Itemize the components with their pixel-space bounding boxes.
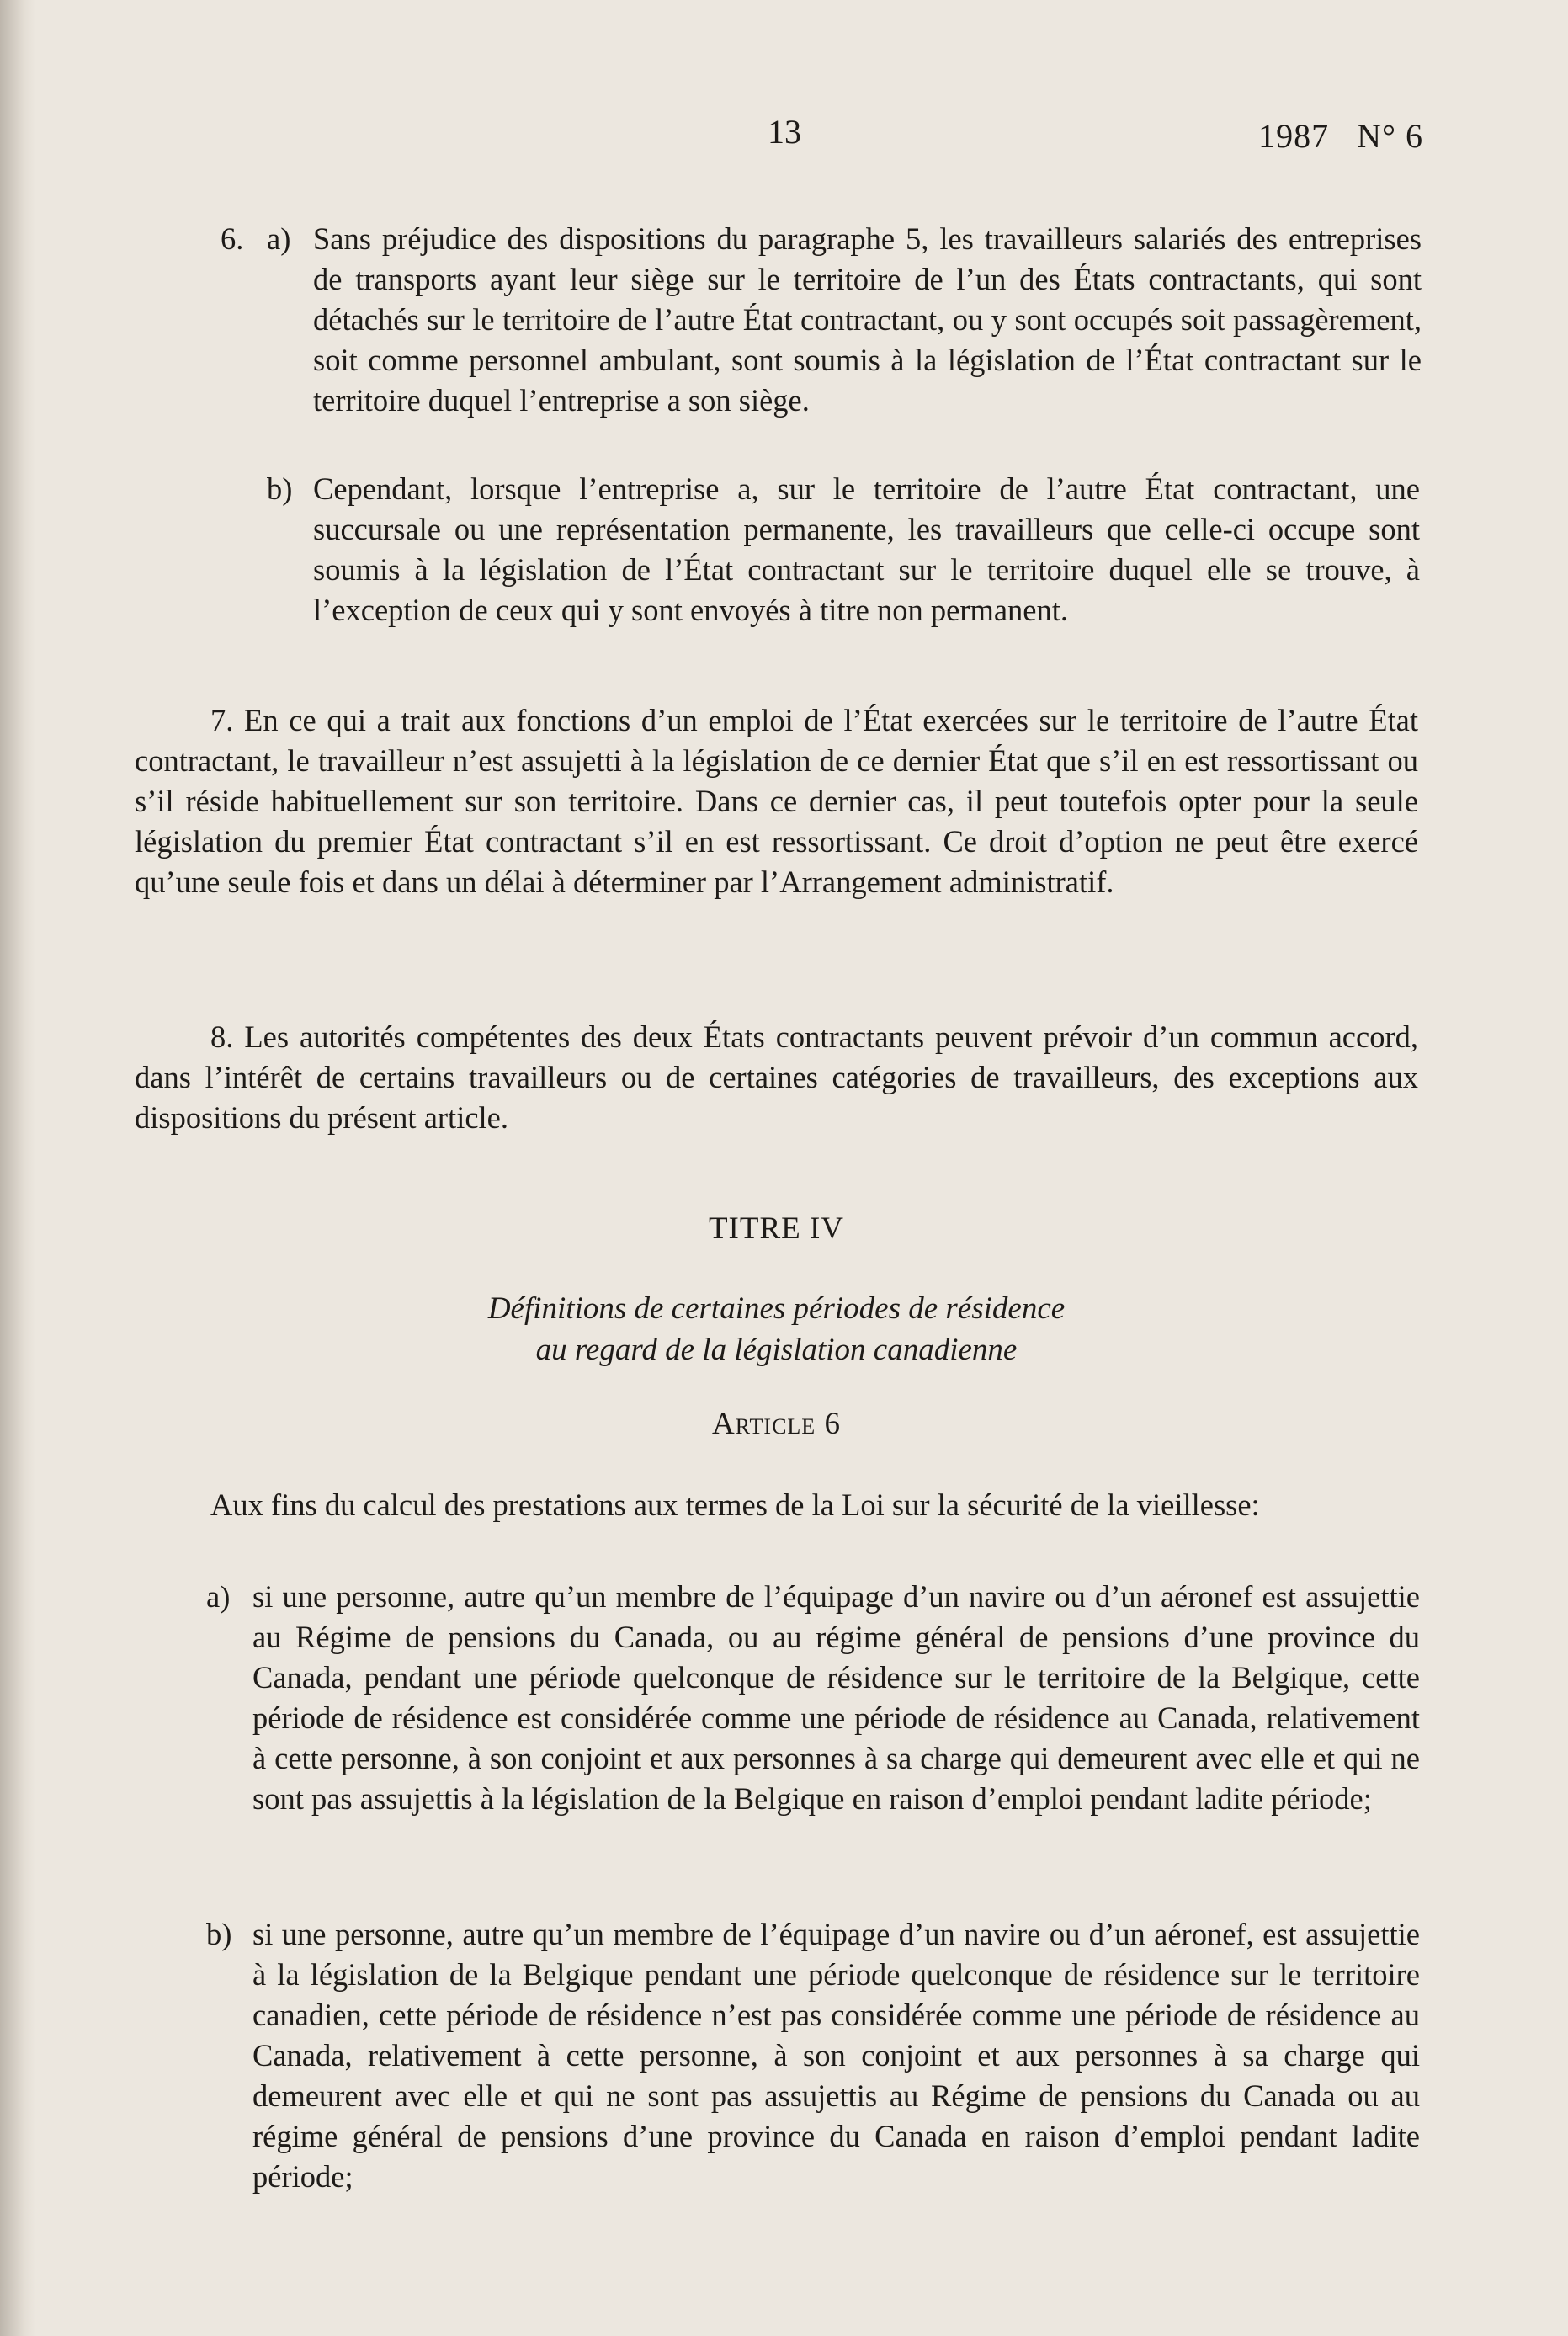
article-heading: Article 6 bbox=[712, 1407, 841, 1441]
article-6a-text: si une personne, autre qu’un membre de l’équipage d’un navire ou d’un aéronef est assujettie au Régime de pensions du Canada, ou au régime général de pensions d’une province du Canada, pendant une période quelconque de résidence sur le territoire de la Belgique, cette période de résidence est considérée comme une période de résidence au Canada, relativement à cette personne, à son conjoint et aux personnes à sa charge qui demeurent avec elle et qui ne sont pas assujettis à la législation de la Belgique en raison d’emploi pendant ladite période; bbox=[252, 1579, 1420, 1816]
article-6-intro: Aux fins du calcul des prestations aux termes de la Loi sur la sécurité de la vieillesse: bbox=[210, 1487, 1260, 1522]
title-heading: TITRE IV bbox=[708, 1211, 845, 1246]
title-subtitle-line2: au regard de la législation canadienne bbox=[535, 1333, 1018, 1367]
article-6a-label: a) bbox=[206, 1579, 231, 1614]
section-6b-text: Cependant, lorsque l’entreprise a, sur le territoire de l’autre État contractant, une succursale ou une représentation permanente, les travailleurs que celle-ci occupe sont soumis à la législation de l’État contractant sur le territoire duquel elle se trouve, à l’exception de ceux qui y sont envoyés à titre non permanent. bbox=[313, 471, 1420, 627]
section-7-paragraph: 7. En ce qui a trait aux fonctions d’un emploi de l’État exercées sur le territoire de l’autre État contractant, le travailleur n’est assujetti à la législation de ce dernier État que s’il en est ressortissant ou s’il réside habituellement sur son territoire. Dans ce dernier cas, il peut toutefois opter pour la seule législation du premier État contractant s’il en est ressortissant. Ce droit d’option ne peut être exercé qu’une seule fois et dans un délai à déterminer par l’Arrangement administratif. bbox=[135, 703, 1418, 899]
title-subtitle-line1: Définitions de certaines périodes de résidence bbox=[487, 1291, 1066, 1326]
page-number: 13 bbox=[768, 113, 801, 151]
section-6b-label: b) bbox=[267, 471, 293, 506]
article-6b-label: b) bbox=[206, 1917, 232, 1951]
section-6b bbox=[267, 469, 1420, 671]
article-6b bbox=[206, 1914, 1420, 2243]
article-6a bbox=[206, 1577, 1420, 1905]
section-6a-text: Sans préjudice des dispositions du paragraphe 5, les travailleurs salariés des entreprises de transports ayant leur siège sur le territoire de l’un des États contractants, qui sont détachés sur le territoire de l’autre État contractant, ou y sont occupés soit passagèrement, soit comme personnel ambulant, sont soumis à la législation de l’État contractant sur le territoire duquel l’entreprise a son siège. bbox=[313, 221, 1422, 418]
page-edge-shadow bbox=[0, 0, 35, 2336]
section-6-number: 6. bbox=[221, 221, 244, 256]
section-8-paragraph: 8. Les autorités compétentes des deux États contractants peuvent prévoir d’un commun accord, dans l’intérêt de certains travailleurs ou de certaines catégories de travailleurs, des exceptions aux dispositions du présent article. bbox=[135, 1019, 1418, 1135]
article-6b-text: si une personne, autre qu’un membre de l’équipage d’un navire ou d’un aéronef, est assujettie à la législation de la Belgique pendant une période quelconque de résidence sur le territoire canadien, cette période de résidence n’est pas considérée comme une période de résidence au Canada, relativement à cette personne, à son conjoint et aux personnes à sa charge qui demeurent avec elle et qui ne sont pas assujettis au Régime de pensions du Canada ou au régime général de pensions d’une province du Canada en raison d’emploi pendant ladite période; bbox=[252, 1917, 1420, 2194]
section-6a-label: a) bbox=[267, 221, 291, 256]
document-reference: 1987 N° 6 bbox=[1258, 117, 1423, 155]
